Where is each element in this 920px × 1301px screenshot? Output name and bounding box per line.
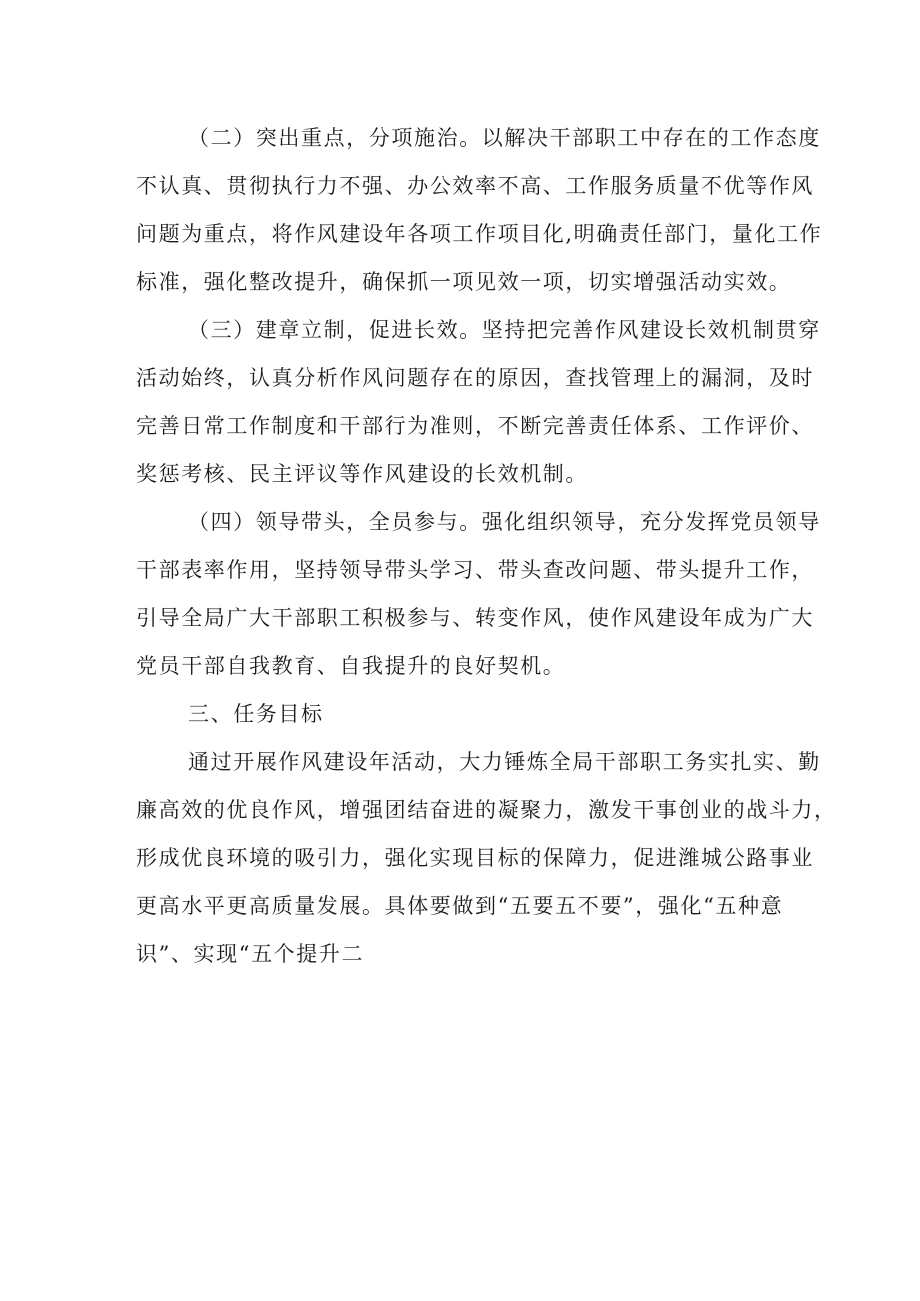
paragraph-line: 完善日常工作制度和干部行为准则，不断完善责任体系、工作评价、	[136, 414, 814, 438]
paragraph-line: 不认真、贯彻执行力不强、办公效率不高、工作服务质量不优等作风	[136, 174, 814, 198]
paragraph-point-4	[136, 498, 821, 690]
paragraph-line: 党员干部自我教育、自我提升的良好契机。	[136, 654, 566, 678]
paragraph-goals	[136, 738, 837, 978]
paragraph-line: 廉高效的优良作风，增强团结奋进的凝聚力，激发干事创业的战斗力，	[136, 798, 837, 822]
section-heading	[136, 690, 796, 738]
paragraph-line: 更高水平更高质量发展。具体要做到“五要五不要”，强化“五种意	[136, 894, 784, 918]
paragraph-line: 问题为重点，将作风建设年各项工作项目化,明确责任部门，量化工作	[136, 222, 823, 246]
paragraph-line: 识”、实现“五个提升二	[136, 942, 365, 966]
paragraph-line: 通过开展作风建设年活动，大力锤炼全局干部职工务实扎实、勤	[188, 750, 821, 774]
paragraph-line: 奖惩考核、民主评议等作风建设的长效机制。	[136, 462, 588, 486]
document-body	[136, 114, 837, 978]
paragraph-line: （三）建章立制，促进长效。坚持把完善作风建设长效机制贯穿	[188, 318, 821, 342]
paragraph-line: 干部表率作用，坚持领导带头学习、带头查改问题、带头提升工作，	[136, 558, 814, 582]
paragraph-line: （二）突出重点，分项施治。以解决干部职工中存在的工作态度	[188, 126, 821, 150]
paragraph-point-3	[136, 306, 821, 498]
paragraph-line: （四）领导带头，全员参与。强化组织领导，充分发挥党员领导	[188, 510, 821, 534]
paragraph-line: 引导全局广大干部职工积极参与、转变作风，使作风建设年成为广大	[136, 606, 814, 630]
paragraph-line: 形成优良环境的吸引力，强化实现目标的保障力，促进潍城公路事业	[136, 846, 814, 870]
paragraph-point-2	[136, 114, 823, 306]
section-title: 三、任务目标	[188, 702, 324, 726]
paragraph-line: 标准，强化整改提升，确保抓一项见效一项，切实增强活动实效。	[136, 270, 792, 294]
paragraph-line: 活动始终，认真分析作风问题存在的原因，查找管理上的漏洞，及时	[136, 366, 814, 390]
